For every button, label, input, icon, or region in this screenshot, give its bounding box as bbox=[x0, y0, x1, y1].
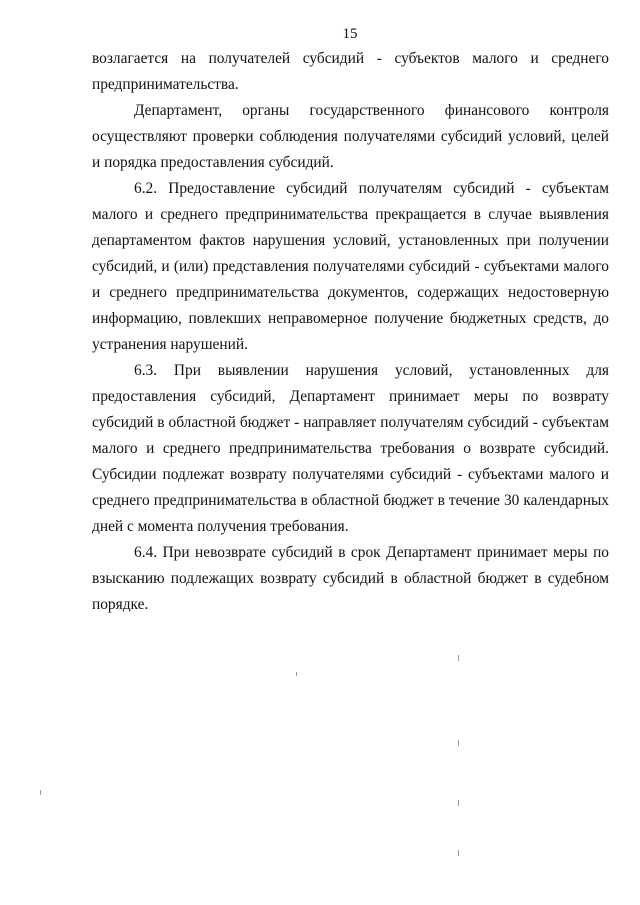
scan-artifact bbox=[458, 800, 459, 806]
scan-artifact bbox=[458, 655, 459, 661]
paragraph-6-4: 6.4. При невозврате субсидий в срок Департамент принимает меры по взысканию подлежащих возврату субсидий в областной бюджет в судебном порядке. bbox=[92, 544, 609, 613]
scan-artifact bbox=[296, 672, 297, 676]
scan-artifact bbox=[458, 740, 459, 746]
paragraph-6-3: 6.3. При выявлении нарушения условий, установленных для предоставления субсидий, Департамент принимает меры по возврату субсидий в областной бюджет - направляет получателям субсидий - субъектам малого и среднего предпринимательства требования о возврате субсидий. Субсидии подлежат возврату получателями субсидий - субъектами малого и среднего предпринимательства в областной бюджет в течение 30 календарных дней с момента получения требования. bbox=[92, 362, 609, 535]
page-number: 15 bbox=[342, 26, 358, 42]
document-body bbox=[92, 46, 609, 618]
paragraph-6-2: 6.2. Предоставление субсидий получателям субсидий - субъектам малого и среднего предпринимательства прекращается в случае выявления департаментом фактов нарушения условий, установленных при получении субсидий, и (или) представления получателями субсидий - субъектами малого и среднего предпринимательства документов, содержащих недостоверную информацию, повлекших неправомерное получение бюджетных средств, до устранения нарушений. bbox=[92, 180, 609, 353]
paragraph-control: Департамент, органы государственного финансового контроля осуществляют проверки соблюдения получателями субсидий условий, целей и порядка предоставления субсидий. bbox=[92, 102, 609, 171]
scan-artifact bbox=[458, 850, 459, 856]
scan-artifact bbox=[40, 790, 41, 795]
paragraph-continuation: возлагается на получателей субсидий - субъектов малого и среднего предпринимательства. bbox=[92, 50, 609, 93]
